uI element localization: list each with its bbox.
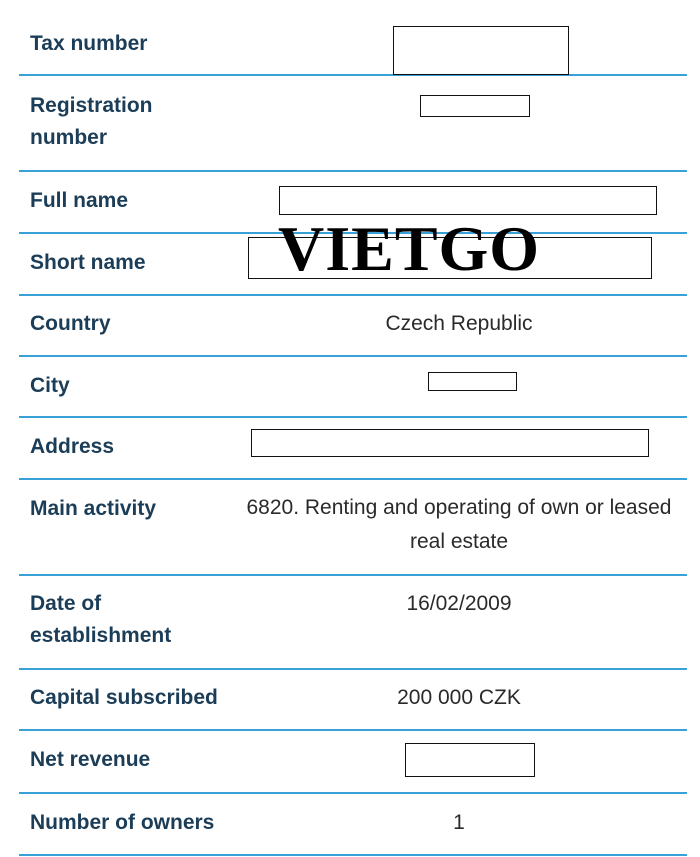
redacted-city — [428, 372, 517, 391]
value-capital-subscribed: 200 000 CZK — [397, 686, 521, 709]
row-tax-number — [19, 0, 687, 76]
value-date-of-establishment: 16/02/2009 — [406, 592, 512, 615]
label-short-name: Short name — [30, 251, 146, 274]
label-main-activity: Main activity — [30, 497, 157, 520]
redacted-address — [251, 429, 649, 457]
redacted-tax-number — [393, 26, 569, 75]
row-number-of-owners — [19, 794, 687, 856]
row-country — [19, 296, 687, 357]
label-registration-number: Registration number — [30, 94, 153, 149]
label-address: Address — [30, 435, 115, 458]
label-country: Country — [30, 312, 111, 335]
row-registration-number — [19, 76, 687, 172]
label-full-name: Full name — [30, 189, 129, 212]
vietgo-watermark: VIETGO — [278, 213, 541, 284]
label-city: City — [30, 374, 70, 397]
label-capital-subscribed: Capital subscribed — [30, 686, 218, 709]
redacted-net-revenue — [405, 743, 535, 777]
value-number-of-owners: 1 — [453, 811, 465, 834]
row-main-activity — [19, 480, 687, 576]
row-date-of-establishment — [19, 576, 687, 670]
row-capital-subscribed — [19, 670, 687, 731]
redacted-registration-number — [420, 95, 530, 117]
value-country: Czech Republic — [385, 312, 533, 335]
label-tax-number: Tax number — [30, 32, 148, 55]
row-net-revenue — [19, 731, 687, 794]
label-date-of-establishment: Date of establishment — [30, 592, 172, 647]
redacted-full-name — [279, 186, 657, 215]
row-city — [19, 357, 687, 418]
label-net-revenue: Net revenue — [30, 748, 151, 771]
label-number-of-owners: Number of owners — [30, 811, 215, 834]
value-main-activity: 6820. Renting and operating of own or leased real estate — [246, 496, 672, 553]
